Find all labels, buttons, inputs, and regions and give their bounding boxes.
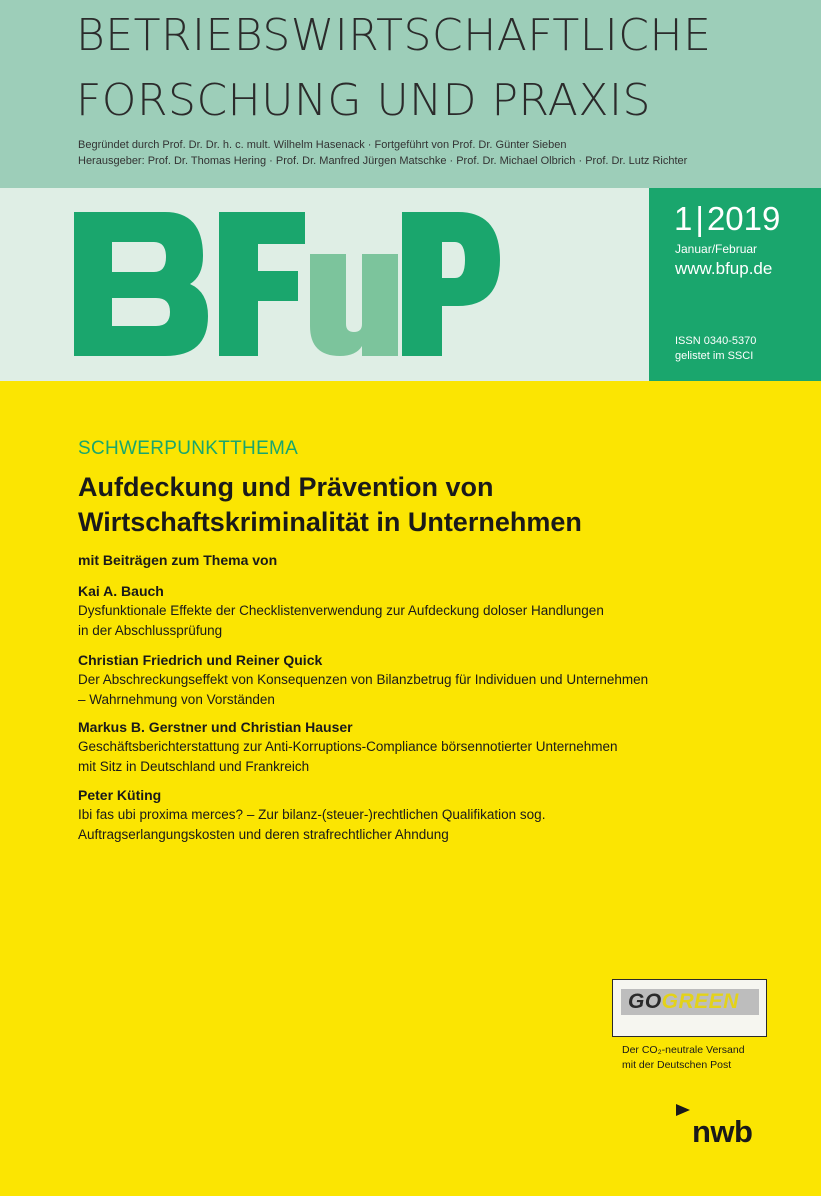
article-title-line-1: Dysfunktionale Effekte der Checklistenverwendung zur Aufdeckung doloser Handlungen [78, 603, 604, 618]
article-author: Peter Küting [78, 787, 162, 803]
logo-letter-f [219, 212, 305, 356]
gogreen-note [622, 1043, 745, 1073]
article-title-line-1: Geschäftsberichterstattung zur Anti-Korruptions-Compliance börsennotierter Unternehmen [78, 739, 618, 754]
publisher-logo: nwb [692, 1114, 753, 1149]
article-entry [78, 785, 718, 845]
focus-headline-line-1: Aufdeckung und Prävention von [78, 472, 494, 502]
article-entry [78, 717, 718, 777]
gogreen-note-line-2: mit der Deutschen Post [622, 1059, 732, 1071]
journal-title-line-2: FORSCHUNG UND PRAXIS [76, 75, 651, 126]
editors-line: Herausgeber: Prof. Dr. Thomas Hering · Prof. Dr. Manfred Jürgen Matschke · Prof. Dr. Michael Olbrich · Prof. Dr. Lutz Richter [78, 155, 688, 167]
article-author: Markus B. Gerstner und Christian Hauser [78, 719, 353, 735]
founders-line: Begründet durch Prof. Dr. Dr. h. c. mult. Wilhelm Hasenack · Fortgeführt von Prof. Dr. Günter Sieben [78, 139, 567, 151]
issue-year: 2019 [706, 200, 781, 237]
logo-letter-p [402, 212, 500, 356]
gogreen-badge [612, 979, 767, 1037]
bfup-logo [0, 188, 649, 381]
article-title-line-2: Auftragserlangungskosten und deren strafrechtlicher Ahndung [78, 827, 449, 842]
issue-months: Januar/Februar [675, 242, 758, 256]
article-entry [78, 650, 718, 710]
focus-topic-label: SCHWERPUNKTTHEMA [78, 438, 299, 459]
article-entry [78, 581, 718, 641]
article-title-line-1: Der Abschreckungseffekt von Konsequenzen von Bilanzbetrug für Individuen und Unternehmen [78, 672, 649, 687]
article-author: Kai A. Bauch [78, 583, 164, 599]
logo-band [0, 188, 649, 381]
issue-number [674, 202, 780, 235]
article-title-line-2: mit Sitz in Deutschland und Frankreich [78, 759, 310, 774]
article-author: Christian Friedrich und Reiner Quick [78, 652, 323, 668]
play-arrow-icon [676, 1104, 690, 1116]
gogreen-logo-panel [621, 989, 759, 1015]
gogreen-note-line-1: Der CO₂-neutrale Versand [622, 1044, 745, 1056]
logo-letter-u [310, 254, 398, 356]
cover-header [0, 0, 821, 188]
gogreen-logo-green: GREEN [661, 990, 739, 1013]
journal-title-line-1: BETRIEBSWIRTSCHAFTLICHE [76, 10, 712, 61]
gogreen-logo [628, 991, 739, 1012]
focus-headline-line-2: Wirtschaftskriminalität in Unternehmen [78, 507, 582, 537]
gogreen-logo-go: GO [628, 990, 662, 1013]
logo-letter-b [74, 212, 208, 356]
issue-separator: | [695, 200, 704, 237]
issue-info-panel [649, 188, 821, 381]
article-title-line-2: in der Abschlussprüfung [78, 623, 223, 638]
issn-number: ISSN 0340-5370 [675, 335, 757, 347]
article-title-line-1: Ibi fas ubi proxima merces? – Zur bilanz-(steuer-)rechtlichen Qualifikation sog. [78, 807, 546, 822]
ssci-listing: gelistet im SSCI [675, 350, 754, 362]
issue-no: 1 [674, 200, 693, 237]
article-title-line-2: – Wahrnehmung von Vorständen [78, 692, 275, 707]
contributions-intro: mit Beiträgen zum Thema von [78, 552, 278, 568]
journal-website-link[interactable]: www.bfup.de [675, 259, 773, 278]
